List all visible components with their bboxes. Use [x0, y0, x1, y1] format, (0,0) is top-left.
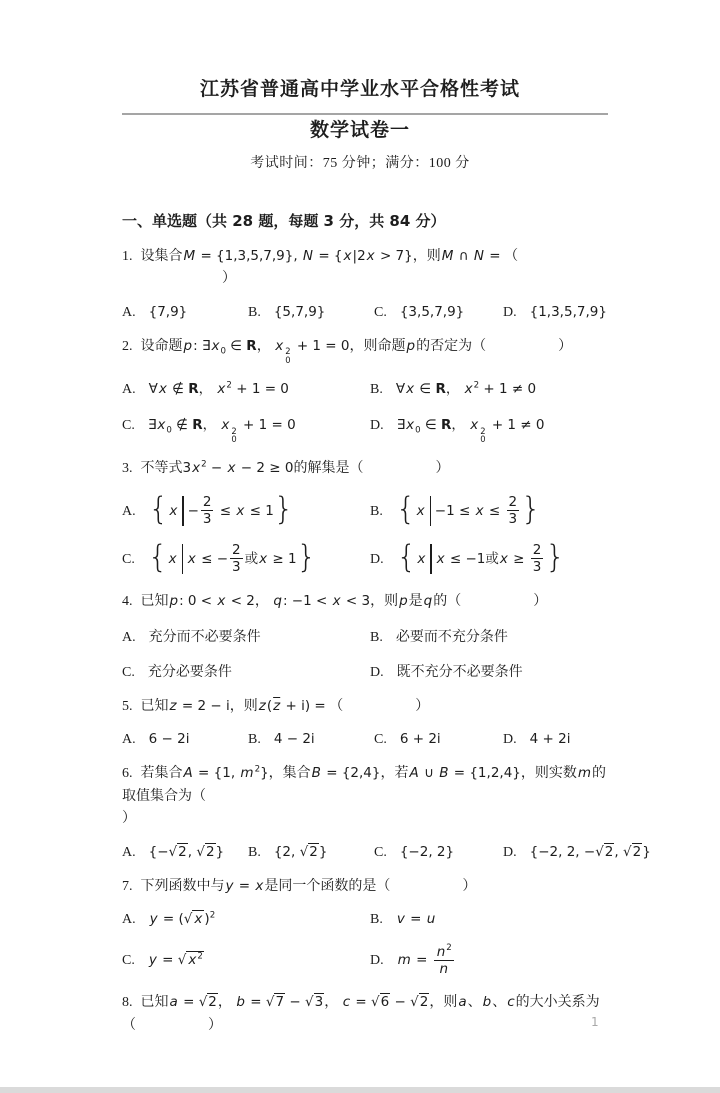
option-content: 必要而不充分条件 — [395, 630, 508, 645]
paper-title: 数学试卷一 — [309, 119, 410, 141]
option-item — [122, 377, 370, 398]
option-label: A. — [122, 630, 136, 645]
question-number: 6. — [122, 766, 133, 782]
option-label: B. — [248, 732, 261, 748]
option-item — [370, 490, 608, 528]
option-label: B. — [370, 630, 383, 645]
page-number: 1 — [591, 1015, 599, 1029]
option-label: D. — [370, 418, 384, 434]
question-item — [122, 591, 608, 681]
option-item — [122, 661, 370, 681]
option-content: 4 + 2i — [529, 731, 571, 748]
question-stem — [122, 992, 608, 1037]
option-content: 6 − 2i — [148, 731, 190, 748]
question-number: 2. — [122, 338, 133, 354]
question-stem — [122, 763, 608, 830]
question-stem-text: 已知a = √ 2， b = √ 7 − √ 3， c = √ 6 − √ 2，则a、b、c的大小关系为（ ） — [122, 995, 600, 1032]
option-content: ∀x ∈ R， $x^2 + 1 \ne 0$ — [395, 380, 537, 398]
question-item — [122, 763, 651, 860]
section-heading: 一、单选题（共 28 题，每题 3 分，共 84 分） — [122, 212, 446, 230]
option-content: {1,3,5,7,9} — [529, 303, 607, 320]
option-item — [370, 377, 608, 398]
question-stem-text: 已知p: 0 < x < 2， q: −1 < x < 3，则p是q的（ ） — [140, 592, 548, 609]
question-stem — [122, 696, 608, 718]
option-item — [370, 943, 608, 977]
question-number: 8. — [122, 995, 133, 1011]
option-item — [374, 844, 503, 861]
option-content: ∀x ∉ R， $x^2 + 1 = 0$ — [148, 380, 289, 398]
option-item — [122, 731, 248, 748]
option-content: {x x ≤ −1或x ≥ $\frac{2}{3}$ } — [396, 538, 566, 576]
options — [122, 490, 608, 576]
option-item — [374, 731, 503, 748]
option-content: {−2, 2, − √ 2, √ 2} — [530, 845, 651, 860]
option-item — [503, 844, 651, 861]
options — [122, 731, 608, 748]
option-label: D. — [370, 953, 384, 969]
option-label: C. — [122, 418, 135, 434]
question-number: 7. — [122, 878, 133, 894]
bottom-scrollbar — [0, 1087, 720, 1093]
option-label: D. — [370, 551, 384, 567]
question-stem-text: 设命题p: $\exists x_0$ ∈ R， x 2 0 + 1 = 0，则命题p的否定为（ ） — [140, 337, 573, 365]
option-label: B. — [370, 382, 383, 398]
options — [122, 377, 608, 443]
options — [122, 304, 608, 321]
option-item — [374, 304, 503, 321]
option-item — [122, 626, 370, 646]
option-label: A. — [122, 844, 136, 860]
option-content: {x x ≤ − $\frac{2}{3}$ 或x ≥ 1} — [147, 538, 317, 576]
question-stem-text: 设集合M = {1,3,5,7,9}, N = {x|2x > 7}，则M ∩ N = （） — [140, 248, 519, 287]
option-label: A. — [122, 503, 136, 519]
option-item — [370, 626, 608, 646]
options — [122, 843, 651, 861]
option-content: y = √ $x^2$ — [148, 953, 204, 968]
question-stem-text: 下列函数中与y = x是同一个函数的是（ ） — [140, 877, 477, 894]
option-item — [503, 304, 608, 321]
question-number: 4. — [122, 593, 133, 609]
option-item — [248, 844, 374, 861]
option-label: D. — [503, 304, 517, 320]
option-item — [122, 538, 370, 576]
question-item — [122, 246, 608, 321]
option-label: A. — [122, 732, 136, 748]
question-item — [122, 876, 608, 978]
option-item — [370, 911, 608, 928]
option-item — [122, 490, 370, 528]
option-item — [122, 844, 248, 861]
option-content: {3,5,7,9} — [399, 303, 465, 320]
option-label: C. — [374, 304, 387, 320]
question-stem-text: 若集合A = {1, $m^2$}，集合B = {2,4}，若A ∪ B = {1,2,4}，则实数m的取值集合为（ ） — [122, 764, 607, 827]
question-item — [122, 458, 608, 575]
option-content: y = ( √ x )$^2$ — [149, 912, 216, 927]
question-list — [122, 246, 651, 1037]
exam-meta: 考试时间：75 分钟；满分：100 分 — [250, 156, 470, 171]
option-label: C. — [122, 665, 135, 680]
option-label: B. — [248, 304, 261, 320]
option-content: $\exists x_0$ ∈ R， x 2 0 + 1 ≠ 0 — [396, 417, 545, 445]
option-label: D. — [370, 665, 384, 680]
option-item — [122, 304, 248, 321]
option-item — [122, 911, 370, 929]
option-content: 既不充分不必要条件 — [396, 665, 523, 680]
option-label: D. — [503, 732, 517, 748]
option-content: m = $\frac{n^2}{n}$ — [397, 943, 452, 978]
options — [122, 626, 608, 681]
option-content: 6 + 2i — [399, 731, 441, 748]
option-content: 充分必要条件 — [147, 665, 232, 680]
option-label: B. — [370, 503, 383, 519]
option-content: 4 − 2i — [273, 731, 315, 748]
option-content: {2, √ 2} — [274, 845, 328, 860]
question-stem-text: 已知z = 2 − i，则$z(\overline{z} + i)$ = （ ） — [140, 698, 430, 714]
question-stem-text: 不等式$3x^2 - x - 2 \ge 0$的解集是（ ） — [140, 459, 450, 477]
option-content: {− √ 2, √ 2} — [149, 845, 225, 860]
question-stem — [122, 591, 608, 613]
top-rule — [122, 113, 608, 115]
question-item — [122, 336, 608, 444]
option-content: 充分而不必要条件 — [148, 630, 261, 645]
question-stem — [122, 458, 608, 480]
option-content: v = u — [396, 911, 436, 928]
option-content: {x − $\frac{2}{3}$ ≤ x ≤ 1} — [148, 490, 294, 528]
option-item — [122, 952, 370, 970]
option-label: A. — [122, 304, 136, 320]
option-content: {−2, 2} — [399, 843, 455, 860]
options — [122, 911, 608, 977]
option-content: $\exists x_0$ ∉ R， x 2 0 + 1 = 0 — [147, 417, 296, 445]
option-label: A. — [122, 382, 136, 398]
option-label: C. — [122, 953, 135, 969]
option-item — [503, 731, 608, 748]
question-number: 5. — [122, 699, 133, 714]
option-label: D. — [503, 844, 517, 860]
question-item — [122, 696, 608, 748]
option-item — [370, 413, 608, 443]
option-label: B. — [370, 912, 383, 928]
exam-title: 江苏省普通高中学业水平合格性考试 — [199, 78, 520, 100]
option-label: B. — [248, 844, 261, 860]
question-number: 3. — [122, 461, 133, 477]
option-label: C. — [122, 551, 135, 567]
question-item — [122, 992, 608, 1037]
question-number: 1. — [122, 249, 133, 264]
option-label: A. — [122, 912, 136, 928]
option-content: {7,9} — [148, 303, 188, 320]
option-item — [248, 731, 374, 748]
option-item — [122, 413, 370, 443]
option-item — [370, 538, 608, 576]
question-stem — [122, 876, 608, 898]
option-label: C. — [374, 844, 387, 860]
option-label: C. — [374, 732, 387, 748]
option-content: {5,7,9} — [273, 303, 326, 320]
option-item — [248, 304, 374, 321]
option-item — [370, 661, 608, 681]
question-stem — [122, 246, 608, 291]
question-stem — [122, 336, 608, 364]
option-content: {x −1 ≤ x ≤ $\frac{2}{3}$ } — [395, 490, 541, 528]
